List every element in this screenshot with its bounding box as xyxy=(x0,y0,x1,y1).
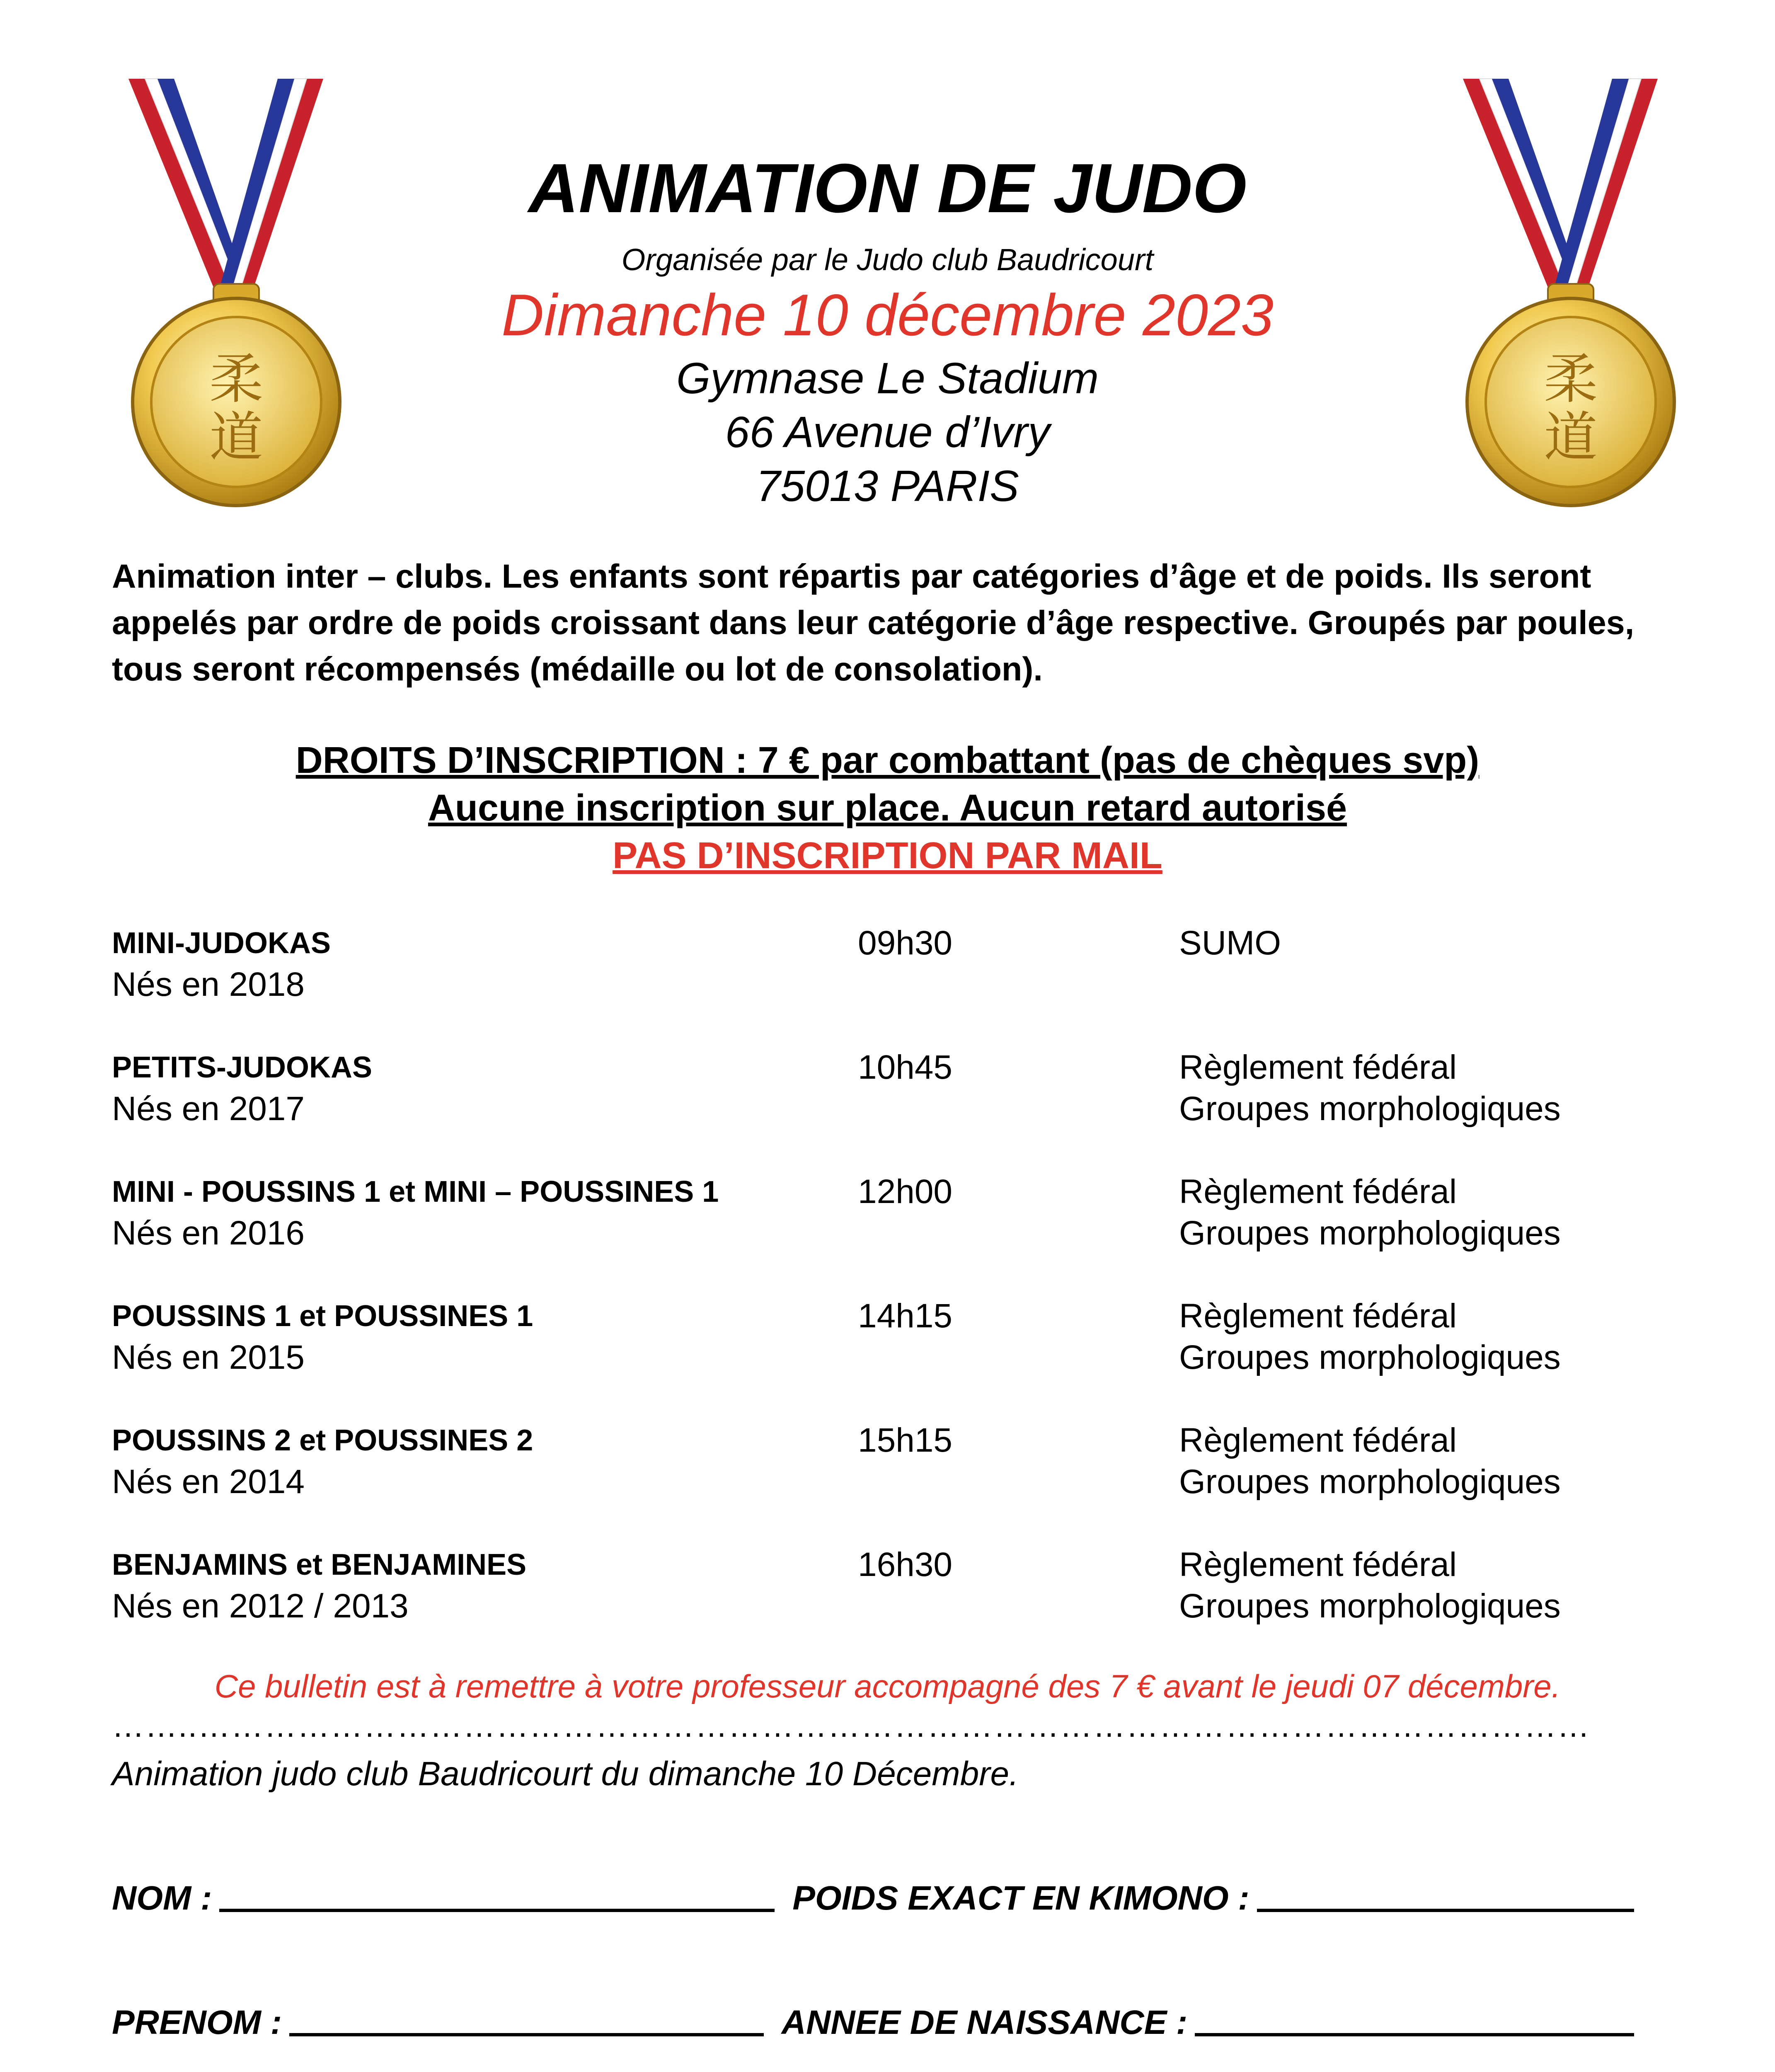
category-rule: Règlement fédéral xyxy=(1179,1546,1457,1583)
category-name: POUSSINS 2 et POUSSINES 2 xyxy=(112,1424,533,1457)
submission-note: Ce bulletin est à remettre à votre professeur accompagné des 7 € avant le jeudi 07 décembre. xyxy=(214,1668,1561,1704)
medal-glyph: 柔 xyxy=(209,348,264,411)
annee-label: ANNEE DE NAISSANCE : xyxy=(781,2004,1188,2041)
venue-address: 66 Avenue d’Ivry xyxy=(725,408,1050,457)
prenom-field[interactable] xyxy=(289,2033,764,2036)
category-rule: Règlement fédéral xyxy=(1179,1421,1457,1459)
category-rule: Règlement fédéral xyxy=(1179,1048,1457,1086)
fees-line: DROITS D’INSCRIPTION : 7 € par combattant (pas de chèques svp) xyxy=(295,740,1480,781)
no-mail-notice: PAS D’INSCRIPTION PAR MAIL xyxy=(613,835,1162,876)
category-time: 15h15 xyxy=(858,1421,953,1459)
cut-separator: ……..……………………………………………………………………………………………………………… xyxy=(112,1707,1591,1744)
page-title: ANIMATION DE JUDO xyxy=(528,149,1247,227)
medal-glyph: 柔 xyxy=(1543,348,1598,411)
category-born: Nés en 2014 xyxy=(112,1463,305,1501)
nom-field[interactable] xyxy=(219,1909,775,1912)
category-name: MINI-JUDOKAS xyxy=(112,927,331,960)
category-rule-2: Groupes morphologiques xyxy=(1179,1587,1561,1625)
prenom-label: PRENOM : xyxy=(112,2004,282,2041)
category-rule: SUMO xyxy=(1179,924,1281,962)
category-rule: Règlement fédéral xyxy=(1179,1173,1457,1210)
poids-field[interactable] xyxy=(1257,1909,1634,1912)
category-name: POUSSINS 1 et POUSSINES 1 xyxy=(112,1300,533,1333)
category-born: Nés en 2017 xyxy=(112,1090,305,1128)
form-row-prenom xyxy=(112,2006,1634,2040)
category-name: BENJAMINS et BENJAMINES xyxy=(112,1548,527,1581)
medal-glyph: 道 xyxy=(209,406,264,469)
category-rule-2: Groupes morphologiques xyxy=(1179,1090,1561,1128)
category-time: 10h45 xyxy=(858,1048,953,1086)
category-born: Nés en 2018 xyxy=(112,966,305,1003)
category-born: Nés en 2016 xyxy=(112,1214,305,1252)
category-name: PETITS-JUDOKAS xyxy=(112,1051,373,1084)
annee-field[interactable] xyxy=(1195,2033,1634,2036)
category-rule-2: Groupes morphologiques xyxy=(1179,1463,1561,1501)
fees-line: Aucune inscription sur place. Aucun retard autorisé xyxy=(428,787,1347,829)
form-title: Animation judo club Baudricourt du dimanche 10 Décembre. xyxy=(112,1755,1019,1793)
category-born: Nés en 2015 xyxy=(112,1339,305,1376)
category-time: 14h15 xyxy=(858,1297,953,1335)
category-name: MINI - POUSSINS 1 et MINI – POUSSINES 1 xyxy=(112,1175,719,1208)
intro-paragraph: Animation inter – clubs. Les enfants sont répartis par catégories d’âge et de poids. Ils seront appelés par ordre de poids croissant dans leur catégorie d’âge respective. Groupés par poules, tous seront récompensés (médaille ou lot de consolation). xyxy=(112,558,1635,688)
category-rule-2: Groupes morphologiques xyxy=(1179,1214,1561,1252)
category-time: 12h00 xyxy=(858,1173,953,1210)
medal-glyph: 道 xyxy=(1543,406,1598,469)
category-time: 09h30 xyxy=(858,924,953,962)
category-rule: Règlement fédéral xyxy=(1179,1297,1457,1335)
venue-city: 75013 PARIS xyxy=(756,462,1019,511)
form-row-nom xyxy=(112,1881,1634,1915)
nom-label: NOM : xyxy=(112,1879,212,1917)
category-born: Nés en 2012 / 2013 xyxy=(112,1587,409,1625)
category-rule-2: Groupes morphologiques xyxy=(1179,1339,1561,1376)
venue-name: Gymnase Le Stadium xyxy=(676,354,1099,403)
poids-label: POIDS EXACT EN KIMONO : xyxy=(792,1879,1250,1917)
organizer-subtitle: Organisée par le Judo club Baudricourt xyxy=(621,242,1154,277)
event-date: Dimanche 10 décembre 2023 xyxy=(501,282,1274,348)
category-time: 16h30 xyxy=(858,1546,953,1583)
